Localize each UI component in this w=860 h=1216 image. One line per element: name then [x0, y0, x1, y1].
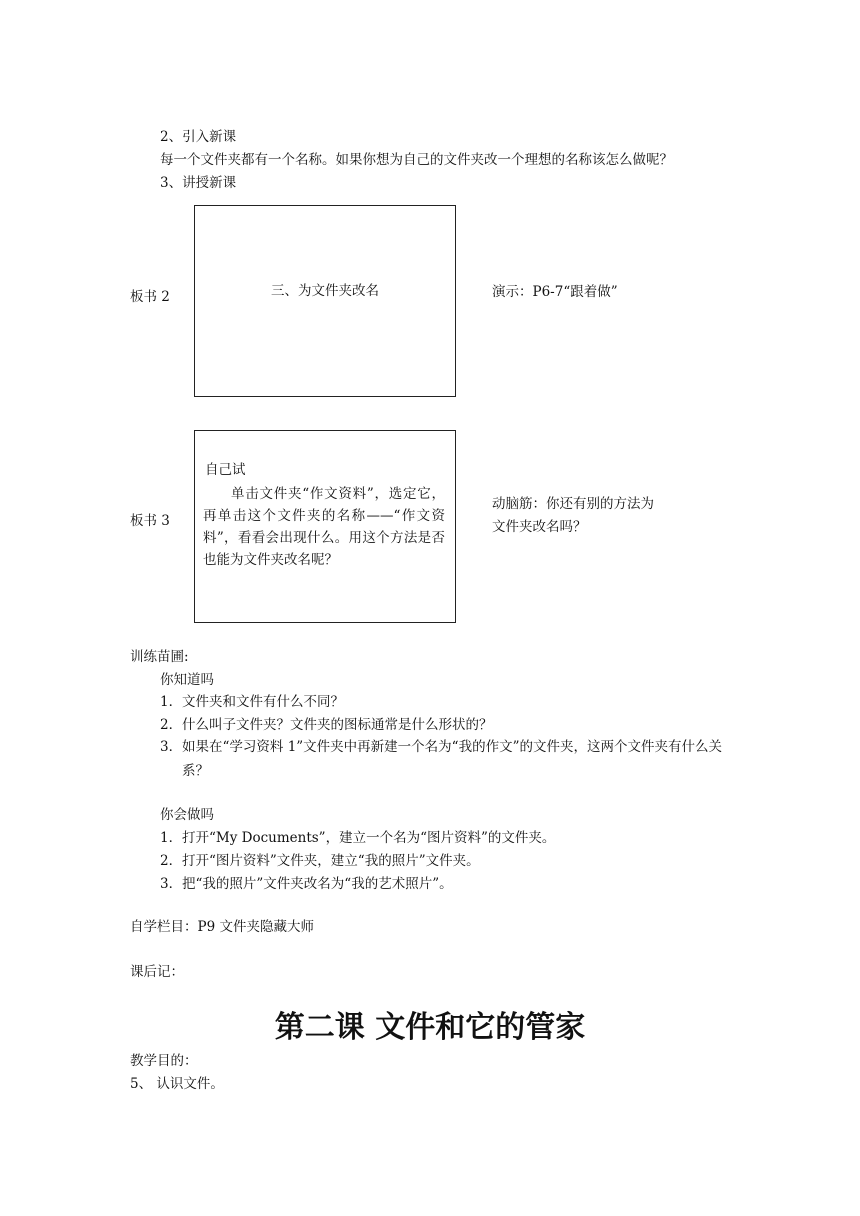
board3-label: 板书 3 [130, 513, 170, 529]
self-study: 自学栏目：P9 文件夹隐藏大师 [130, 919, 314, 935]
board3-side-note-line2: 文件夹改名吗？ [492, 519, 587, 535]
board2-side-note: 演示：P6-7“跟着做” [492, 284, 618, 300]
intro-heading: 2、引入新课 [160, 129, 237, 145]
list-text: 什么叫子文件夹？文件夹的图标通常是什么形状的？ [182, 717, 493, 733]
list-number: 1． [160, 694, 183, 710]
board2-box [194, 205, 456, 397]
board2-box-text: 三、为文件夹改名 [271, 283, 379, 299]
list-text: 把“我的照片”文件夹改名为“我的艺术照片”。 [182, 876, 453, 892]
do-item [160, 875, 453, 893]
know-item [160, 693, 344, 711]
board3-box [194, 430, 456, 623]
list-number: 3． [160, 876, 183, 892]
training-heading: 训练苗圃: [130, 649, 189, 665]
list-text: 文件夹和文件有什么不同？ [182, 694, 344, 710]
list-number: 2． [160, 717, 183, 733]
lesson2-goal-heading: 教学目的： [130, 1053, 198, 1069]
board2-label: 板书 2 [130, 289, 170, 305]
list-number: 1． [160, 830, 183, 846]
board3-box-title: 自己试 [205, 462, 246, 478]
know-item [160, 716, 493, 734]
after-class: 课后记： [130, 964, 184, 980]
do-item [160, 852, 480, 870]
list-text: 打开“图片资料”文件夹，建立“我的照片”文件夹。 [182, 853, 480, 869]
lesson2-goal-1: 5、 认识文件。 [130, 1076, 224, 1092]
list-number: 2． [160, 853, 183, 869]
board3-box-text: 单击文件夹“作文资料”，选定它，再单击这个文件夹的名称——“作文资料”，看看会出现什么。用这个方法是否也能为文件夹改名呢？ [203, 486, 445, 568]
know-item-text-3: 如果在“学习资料 1”文件夹中再新建一个名为“我的作文”的文件夹，这两个文件夹有什么关系？ [182, 739, 722, 779]
do-item [160, 829, 555, 847]
list-text: 打开“My Documents”，建立一个名为“图片资料”的文件夹。 [182, 830, 556, 846]
board3-side-note-line1: 动脑筋：你还有别的方法为 [492, 496, 654, 512]
teach-heading: 3、讲授新课 [160, 175, 237, 191]
know-heading: 你知道吗 [160, 672, 214, 688]
do-heading: 你会做吗 [160, 807, 214, 823]
lesson2-title: 第二课 文件和它的管家 [274, 1010, 586, 1045]
intro-text: 每一个文件夹都有一个名称。如果你想为自己的文件夹改一个理想的名称该怎么做呢？ [160, 152, 673, 168]
know-item-number-3: 3． [160, 739, 183, 755]
